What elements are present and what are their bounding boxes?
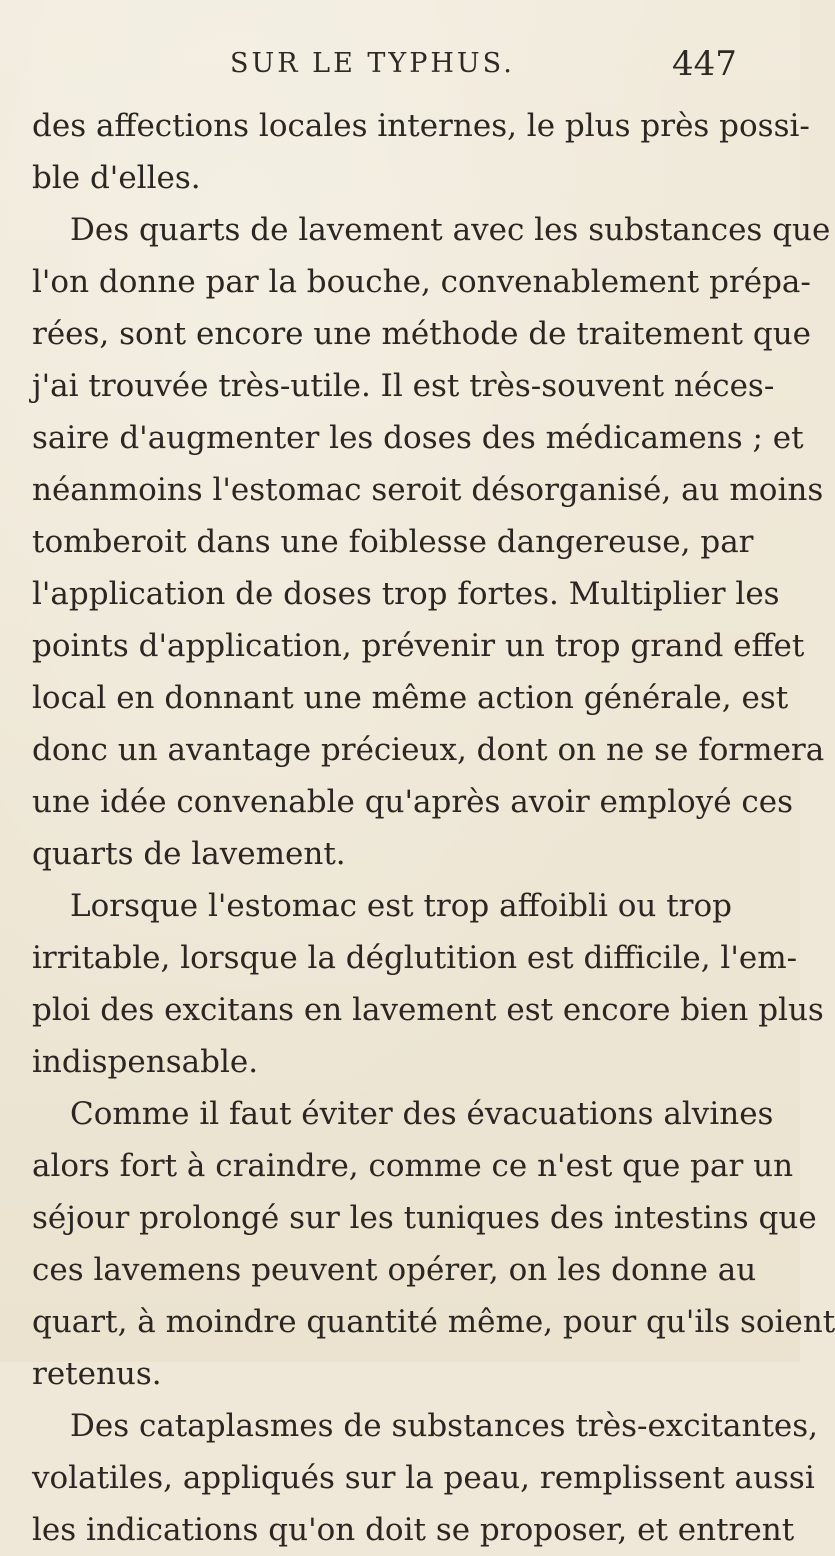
text-line-paragraph-start: Comme il faut éviter des évacuations alvines xyxy=(70,1096,774,1132)
text-line: ble d'elles. xyxy=(32,160,201,196)
text-line: donc un avantage précieux, dont on ne se formera xyxy=(32,732,825,768)
text-line: j'ai trouvée très-utile. Il est très-souvent néces- xyxy=(32,368,775,404)
text-line: indispensable. xyxy=(32,1044,259,1080)
text-line: saire d'augmenter les doses des médicamens ; et xyxy=(32,420,804,456)
text-line: rées, sont encore une méthode de traitement que xyxy=(32,316,812,352)
text-line: une idée convenable qu'après avoir employé ces xyxy=(32,784,794,820)
text-line: l'application de doses trop fortes. Multiplier les xyxy=(32,576,780,612)
text-line: points d'application, prévenir un trop grand effet xyxy=(32,628,805,664)
text-line: ploi des excitans en lavement est encore bien plus xyxy=(32,992,824,1028)
text-line: volatiles, appliqués sur la peau, remplissent aussi xyxy=(32,1460,815,1496)
page-header xyxy=(0,18,800,84)
text-line: séjour prolongé sur les tuniques des intestins que xyxy=(32,1200,817,1236)
text-line: des affections locales internes, le plus près possi- xyxy=(32,108,810,144)
text-line: quart, à moindre quantité même, pour qu'ils soient xyxy=(32,1304,835,1340)
text-line: quarts de lavement. xyxy=(32,836,346,872)
text-line: néanmoins l'estomac seroit désorganisé, au moins xyxy=(32,472,824,508)
text-line-paragraph-start: Lorsque l'estomac est trop affoibli ou trop xyxy=(70,888,732,924)
text-line: local en donnant une même action générale, est xyxy=(32,680,789,716)
text-line: alors fort à craindre, comme ce n'est que par un xyxy=(32,1148,794,1184)
text-line: les indications qu'on doit se proposer, et entrent xyxy=(32,1512,795,1548)
text-line-paragraph-start: Des cataplasmes de substances très-excitantes, xyxy=(70,1408,819,1444)
body-text xyxy=(32,100,835,1556)
text-line: ces lavemens peuvent opérer, on les donne au xyxy=(32,1252,757,1288)
text-line: tomberoit dans une foiblesse dangereuse, par xyxy=(32,524,754,560)
text-line-paragraph-start: Des quarts de lavement avec les substances que xyxy=(70,212,831,248)
running-title: SUR LE TYPHUS. xyxy=(230,48,515,79)
text-line: irritable, lorsque la déglutition est difficile, l'em- xyxy=(32,940,798,976)
text-line: retenus. xyxy=(32,1356,162,1392)
text-line: l'on donne par la bouche, convenablement prépa- xyxy=(32,264,811,300)
page-number: 447 xyxy=(672,44,737,84)
